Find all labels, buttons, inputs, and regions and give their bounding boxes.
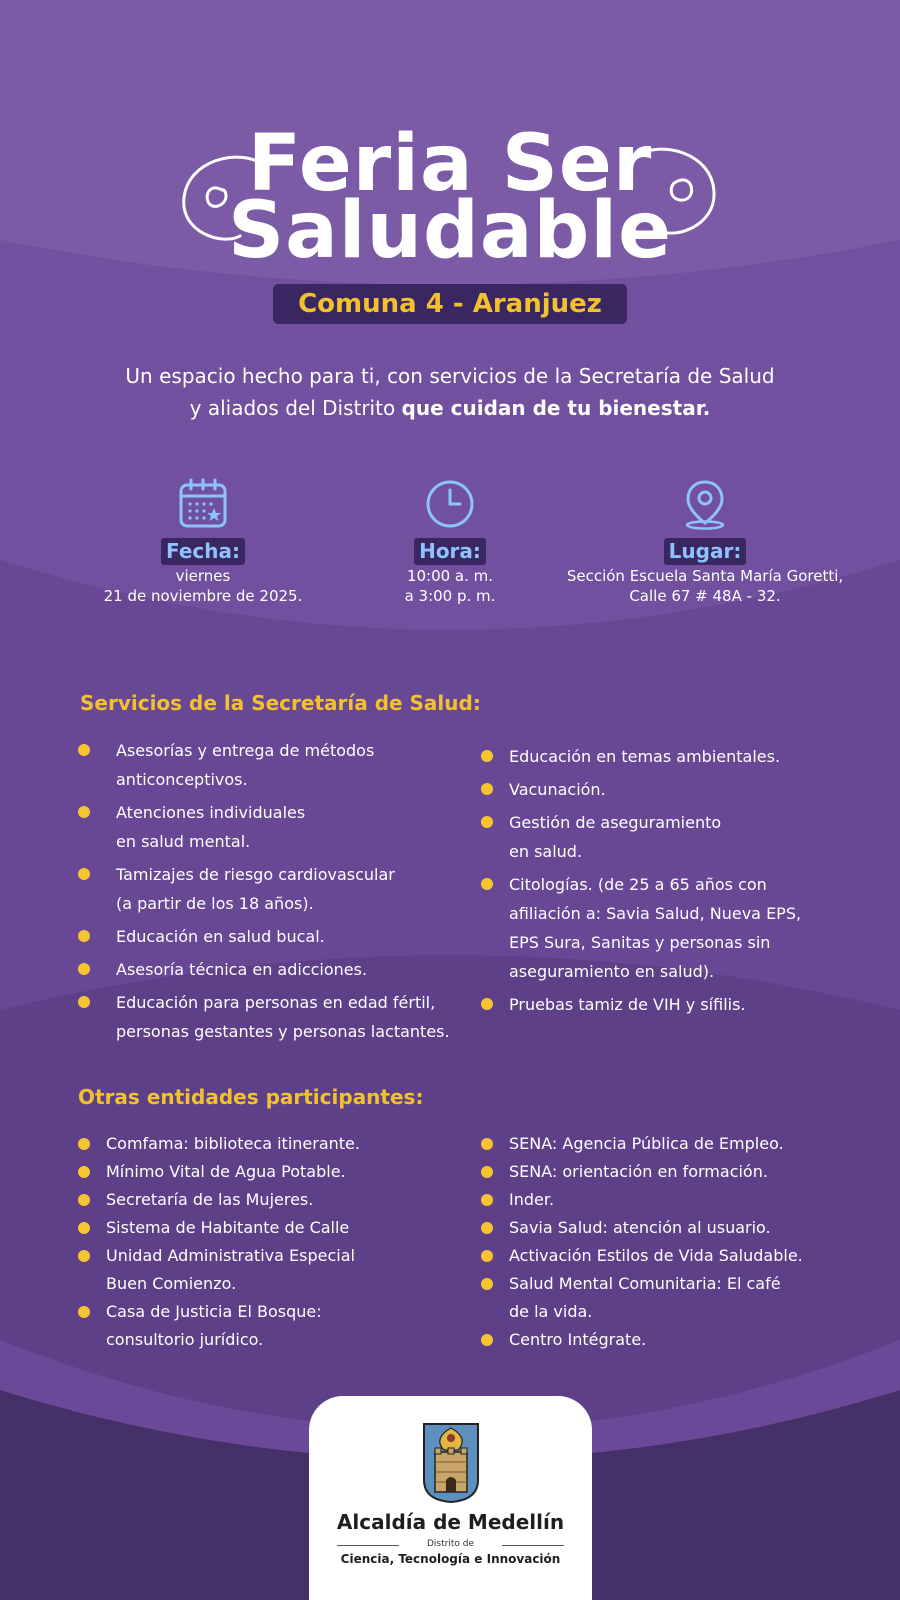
list-item: Educación en temas ambientales. <box>481 742 881 771</box>
list-item: Asesorías y entrega de métodos anticonceptivos. <box>78 736 478 794</box>
servicios-right-list <box>481 742 881 1023</box>
intro-line-1: Un espacio hecho para ti, con servicios de la Secretaría de Salud <box>125 364 775 388</box>
list-item: Casa de Justicia El Bosque: consultorio jurídico. <box>78 1298 458 1354</box>
list-item: Tamizajes de riesgo cardiovascular (a partir de los 18 años). <box>78 860 478 918</box>
logo-card <box>309 1396 592 1600</box>
list-item: SENA: orientación en formación. <box>481 1158 881 1186</box>
logo-sub2: Ciencia, Tecnología e Innovación <box>340 1552 561 1566</box>
list-item: Mínimo Vital de Agua Potable. <box>78 1158 458 1186</box>
hora-label: Hora: <box>414 538 486 565</box>
fecha-label: Fecha: <box>161 538 245 565</box>
hora-line-2: a 3:00 p. m. <box>404 587 496 605</box>
list-item: Vacunación. <box>481 775 881 804</box>
logo-name: Alcaldía de Medellín <box>336 1510 565 1534</box>
clock-icon <box>424 478 476 530</box>
lugar-line-1: Sección Escuela Santa María Goretti, <box>566 567 844 585</box>
intro-line-2-text: y aliados del Distrito <box>189 396 402 420</box>
list-item: Centro Intégrate. <box>481 1326 881 1354</box>
intro-line-2 <box>60 392 840 424</box>
list-item: Activación Estilos de Vida Saludable. <box>481 1242 881 1270</box>
coat-of-arms-icon <box>420 1420 482 1504</box>
lugar-label: Lugar: <box>664 538 747 565</box>
list-item: Educación en salud bucal. <box>78 922 478 951</box>
list-item: Inder. <box>481 1186 881 1214</box>
title-line-2: Saludable <box>227 186 673 276</box>
list-item: Secretaría de las Mujeres. <box>78 1186 458 1214</box>
list-item: Salud Mental Comunitaria: El café de la vida. <box>481 1270 881 1326</box>
info-lugar <box>550 478 860 605</box>
otras-right-list <box>481 1130 881 1354</box>
title-line-1: Feria Ser <box>247 119 653 209</box>
servicios-left-list <box>78 736 478 1050</box>
list-item: Pruebas tamiz de VIH y sífilis. <box>481 990 881 1019</box>
list-item: Citologías. (de 25 a 65 años con afiliación a: Savia Salud, Nueva EPS, EPS Sura, Sanitas y personas sin aseguramiento en salud). <box>481 870 881 986</box>
list-item: Comfama: biblioteca itinerante. <box>78 1130 458 1158</box>
servicios-title: Servicios de la Secretaría de Salud: <box>80 691 481 715</box>
otras-title: Otras entidades participantes: <box>78 1085 424 1109</box>
fecha-line-1: viernes <box>175 567 231 585</box>
logo-sub: Distrito de <box>427 1539 474 1549</box>
list-item: Savia Salud: atención al usuario. <box>481 1214 881 1242</box>
hora-line-1: 10:00 a. m. <box>406 567 494 585</box>
calendar-icon <box>177 478 229 530</box>
info-fecha <box>78 478 328 605</box>
list-item: Educación para personas en edad fértil, personas gestantes y personas lactantes. <box>78 988 478 1046</box>
intro-line-2-bold: que cuidan de tu bienestar. <box>401 396 711 420</box>
list-item: Unidad Administrativa Especial Buen Comienzo. <box>78 1242 458 1298</box>
list-item: Gestión de aseguramiento en salud. <box>481 808 881 866</box>
location-pin-icon <box>679 478 731 530</box>
list-item: Asesoría técnica en adicciones. <box>78 955 478 984</box>
list-item: Atenciones individuales en salud mental. <box>78 798 478 856</box>
list-item: SENA: Agencia Pública de Empleo. <box>481 1130 881 1158</box>
comuna-badge: Comuna 4 - Aranjuez <box>273 284 627 324</box>
fecha-line-2: 21 de noviembre de 2025. <box>103 587 303 605</box>
info-hora <box>380 478 520 605</box>
lugar-line-2: Calle 67 # 48A - 32. <box>629 587 781 605</box>
list-item: Sistema de Habitante de Calle <box>78 1214 458 1242</box>
otras-left-list <box>78 1130 458 1354</box>
